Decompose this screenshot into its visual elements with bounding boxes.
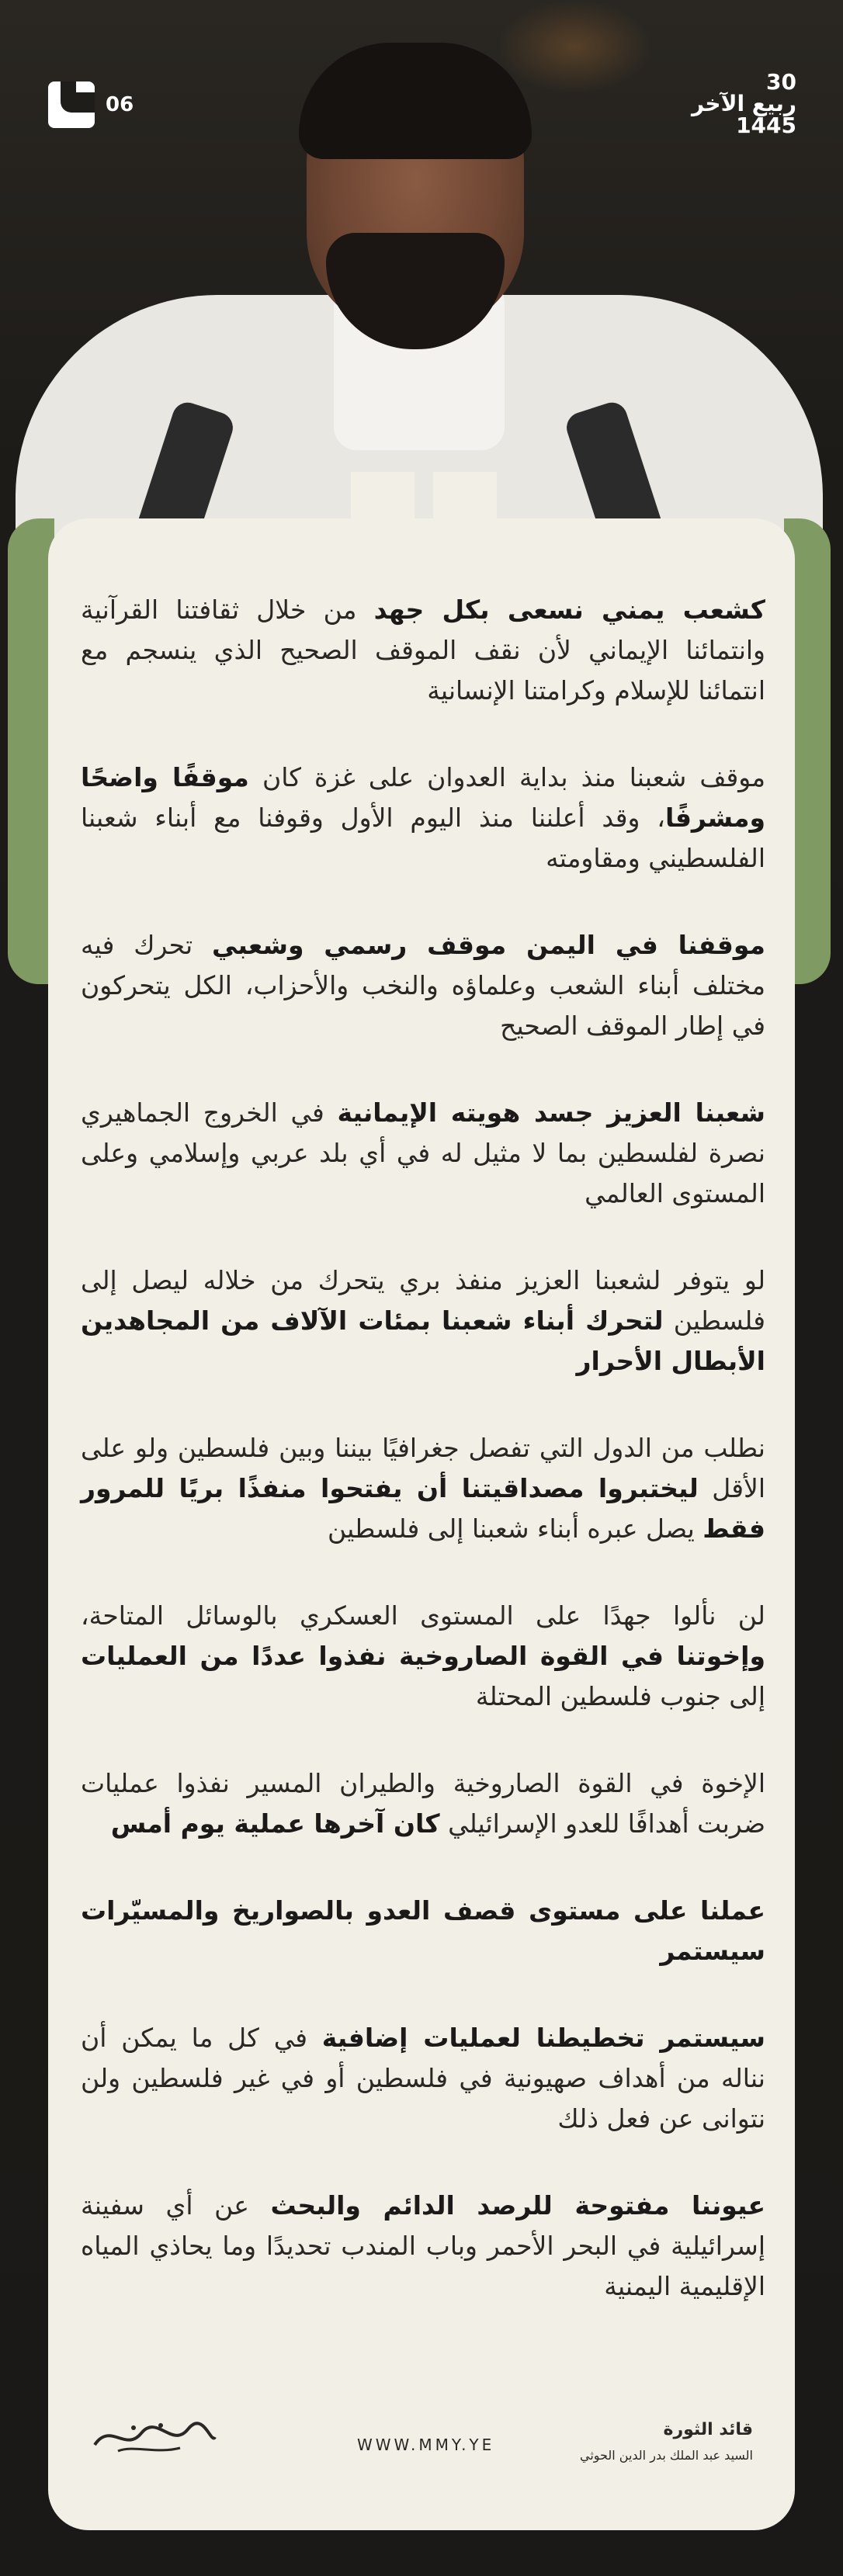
highlight-text: كشعب يمني نسعى بكل جهد bbox=[373, 595, 765, 625]
body-text: لن نألوا جهدًا على المستوى العسكري بالوسائل المتاحة، bbox=[81, 1600, 765, 1631]
calligraphy-icon bbox=[87, 2414, 219, 2460]
signature-logo bbox=[87, 2414, 219, 2460]
website-url[interactable]: WWW.MMY.YE bbox=[357, 2436, 495, 2454]
brand-logo-icon bbox=[48, 81, 95, 128]
quote-paragraph bbox=[81, 1428, 765, 1549]
body-text: لو يتوفر لشعبنا العزيز منفذ بري يتحرك من خلاله ليصل إلى فلسطين bbox=[81, 1265, 766, 1336]
quote-paragraph bbox=[81, 2018, 765, 2139]
highlight-text: عملنا على مستوى قصف العدو بالصواريخ والمسيّرات سيستمر bbox=[81, 1895, 765, 1966]
body-text: في الخروج الجماهيري نصرة لفلسطين بما لا مثيل له في أي بلد عربي وإسلامي وعلى المستوى العالمي bbox=[81, 1097, 765, 1208]
quote-paragraph bbox=[81, 1260, 765, 1382]
quote-paragraph bbox=[81, 1093, 765, 1214]
quote-paragraph bbox=[81, 1891, 765, 1971]
background-light bbox=[497, 0, 652, 93]
highlight-text: عيوننا مفتوحة للرصد الدائم والبحث bbox=[270, 2190, 765, 2221]
highlight-text: ليختبروا مصداقيتنا أن يفتحوا منفذًا بريًا للمرور فقط bbox=[81, 1473, 765, 1544]
body-text: يصل عبره أبناء شعبنا إلى فلسطين bbox=[327, 1513, 703, 1544]
quote-paragraph bbox=[81, 2186, 765, 2307]
body-text: إلى جنوب فلسطين المحتلة bbox=[475, 1681, 765, 1711]
highlight-text: موقفًا واضحًا ومشرفًا bbox=[81, 762, 765, 833]
highlight-text: شعبنا العزيز جسد هويته الإيمانية bbox=[337, 1097, 765, 1128]
body-text: تحرك فيه مختلف أبناء الشعب وعلماؤه والنخب والأحزاب، الكل يتحركون في إطار الموقف الصحيح bbox=[81, 930, 765, 1041]
date-month: ربيع الآخر bbox=[692, 91, 796, 116]
highlight-text: وإخوتنا في القوة الصاروخية نفذوا عددًا من العمليات bbox=[81, 1641, 765, 1671]
highlight-text: لتحرك أبناء شعبنا بمئات الآلاف من المجاهدين الأبطال الأحرار bbox=[81, 1305, 765, 1376]
body-text: ، وقد أعلننا منذ اليوم الأول وقوفنا مع أبناء شعبنا الفلسطيني ومقاومته bbox=[81, 803, 765, 873]
body-text: الإخوة في القوة الصاروخية والطيران المسير نفذوا عمليات ضربت أهدافًا للعدو الإسرائيلي bbox=[81, 1768, 765, 1839]
quote-paragraph bbox=[81, 1763, 765, 1844]
issue-number: 06 bbox=[106, 93, 134, 116]
body-text: نطلب من الدول التي تفصل جغرافيًا بيننا وبين فلسطين ولو على الأقل bbox=[81, 1433, 766, 1503]
body-text: في كل ما يمكن أن نناله من أهداف صهيونية في فلسطين أو في غير فلسطين ولن نتوانى عن فعل ذلك bbox=[81, 2023, 765, 2134]
quote-paragraph bbox=[81, 1596, 765, 1717]
body-text: عن أي سفينة إسرائيلية في البحر الأحمر وباب المندب تحديدًا وما يحاذي المياه الإقليمية اليمنية bbox=[81, 2190, 765, 2301]
hijri-date bbox=[692, 71, 796, 137]
date-year: 1445 bbox=[736, 113, 796, 138]
speaker-title: قائد الثورة bbox=[663, 2420, 753, 2439]
highlight-text: موقفنا في اليمن موقف رسمي وشعبي bbox=[212, 930, 765, 960]
quote-paragraph bbox=[81, 590, 765, 711]
highlight-text: كان آخرها عملية يوم أمس bbox=[110, 1808, 440, 1839]
quote-paragraph bbox=[81, 925, 765, 1046]
quote-body bbox=[81, 590, 765, 2353]
body-text: موقف شعبنا منذ بداية العدوان على غزة كان bbox=[248, 762, 765, 792]
speaker-name: السيد عبد الملك بدر الدين الحوثي bbox=[579, 2448, 753, 2463]
card-accent-left bbox=[8, 518, 54, 984]
date-day: 30 bbox=[766, 69, 796, 95]
body-text: من خلال ثقافتنا القرآنية وانتمائنا الإيماني لأن نقف الموقف الصحيح الذي ينسجم مع انتمائنا للإسلام وكرامتنا الإنسانية bbox=[81, 595, 765, 706]
highlight-text: سيستمر تخطيطنا لعمليات إضافية bbox=[321, 2023, 765, 2053]
quote-marks-icon bbox=[351, 472, 498, 581]
quote-paragraph bbox=[81, 758, 765, 879]
